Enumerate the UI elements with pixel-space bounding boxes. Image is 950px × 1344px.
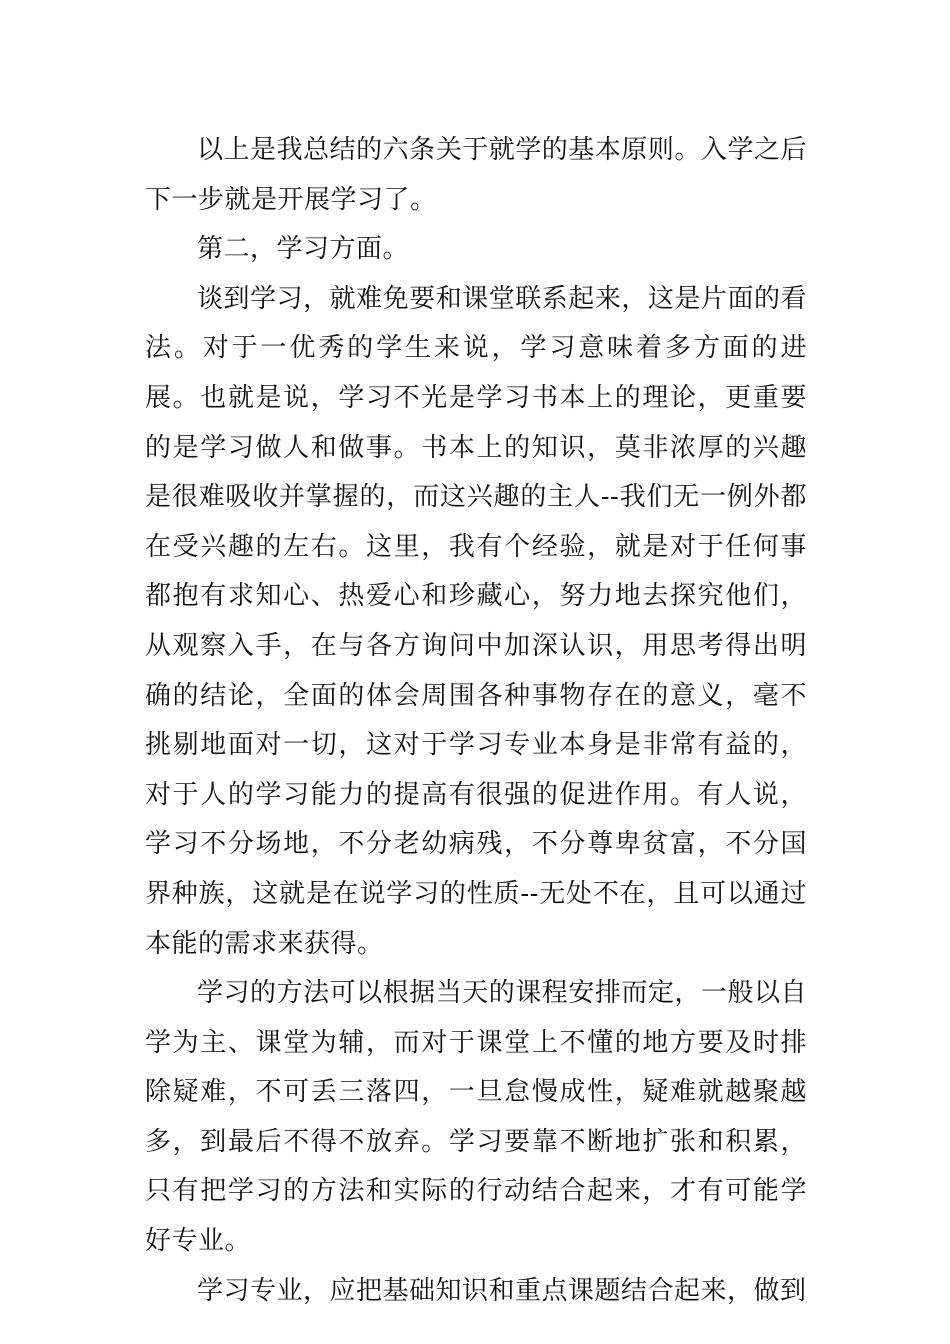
section-heading-study: 第二，学习方面。 [197, 234, 410, 265]
paragraph-conclusion: 以上是我总结的六条关于就学的基本原则。入学之后下一步就是开展学习了。 [145, 135, 807, 215]
paragraph-study-method: 学习的方法可以根据当天的课程安排而定，一般以自学为主、课堂为辅，而对于课堂上不懂的地方要及时排除疑难，不可丢三落四，一旦怠慢成性，疑难就越聚越多，到最后不得不放弃。学习要靠不断地扩张和积累，只有把学习的方法和实际的行动结合起来，才有可能学好专业。 [145, 978, 807, 1257]
paragraph-study-major: 学习专业，应把基础知识和重点课题结合起来，做到 [197, 1275, 807, 1306]
document-body [145, 126, 807, 1316]
paragraph-study-meaning: 谈到学习，就难免要和课堂联系起来，这是片面的看法。对于一优秀的学生来说，学习意味着多方面的进展。也就是说，学习不光是学习书本上的理论，更重要的是学习做人和做事。书本上的知识，莫非浓厚的兴趣是很难吸收并掌握的，而这兴趣的主人--我们无一例外都在受兴趣的左右。这里，我有个经验，就是对于任何事都抱有求知心、热爱心和珍藏心，努力地去探究他们，从观察入手，在与各方询问中加深认识，用思考得出明确的结论，全面的体会周围各种事物存在的意义，毫不挑剔地面对一切，这对于学习专业本身是非常有益的，对于人的学习能力的提高有很强的促进作用。有人说，学习不分场地，不分老幼病残，不分尊卑贫富，不分国界种族，这就是在说学习的性质--无处不在，且可以通过本能的需求来获得。 [145, 283, 807, 959]
